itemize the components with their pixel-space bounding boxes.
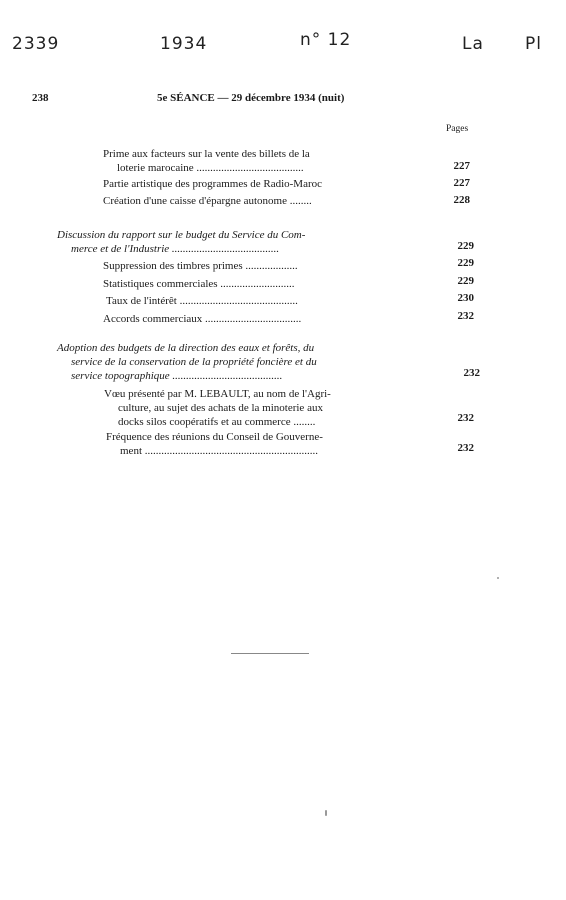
toc-entry-statistiques: Statistiques commerciales ........................... (103, 278, 295, 290)
handwritten-ref: 2339 (12, 34, 60, 54)
entry-line: service topographique ........................................ (71, 370, 283, 382)
page-ref: 232 (457, 412, 474, 424)
section-end-rule (231, 653, 309, 654)
scan-speck (497, 577, 499, 579)
page-ref: 229 (457, 275, 474, 287)
entry-line: docks silos coopératifs et au commerce ........ (118, 416, 316, 428)
page-ref: 229 (457, 240, 474, 252)
handwritten-year: 1934 (160, 34, 208, 54)
toc-entry-taux-interet: Taux de l'intérêt ........................................... (106, 295, 298, 307)
page-ref: 228 (453, 194, 470, 206)
page-ref: 232 (463, 367, 480, 379)
handwritten-number: n° 12 (300, 30, 352, 50)
page-ref: 232 (457, 442, 474, 454)
toc-entry-voeu-lebault (104, 387, 331, 429)
handwritten-la: La (462, 34, 484, 54)
entry-line: service de la conservation de la propriété foncière et du (71, 356, 317, 368)
entry-line: culture, au sujet des achats de la minoterie aux (118, 402, 323, 414)
toc-section-eaux-forets (57, 341, 317, 383)
page-ref: 232 (457, 310, 474, 322)
page-ref: 227 (453, 177, 470, 189)
page-ref: 227 (453, 160, 470, 172)
toc-entry-prime-facteurs (103, 147, 310, 175)
scan-speck (325, 810, 327, 816)
handwritten-pl: Pl (525, 34, 542, 54)
page-ref: 229 (457, 257, 474, 269)
pages-column-label: Pages (446, 124, 469, 134)
page-number: 238 (32, 92, 49, 104)
entry-line: Discussion du rapport sur le budget du Service du Com- (57, 229, 306, 241)
page-ref: 230 (457, 292, 474, 304)
entry-line: Fréquence des réunions du Conseil de Gouverne- (106, 431, 323, 443)
entry-line: Prime aux facteurs sur la vente des billets de la (103, 148, 310, 160)
toc-entry-caisse-epargne: Création d'une caisse d'épargne autonome ........ (103, 195, 312, 207)
entry-line: ment ............................................................... (120, 445, 318, 457)
entry-line: merce et de l'Industrie ....................................... (71, 243, 280, 255)
entry-line: loterie marocaine ....................................... (117, 162, 304, 174)
entry-line: Adoption des budgets de la direction des eaux et forêts, du (57, 342, 315, 354)
running-header: 5e SÉANCE — 29 décembre 1934 (nuit) (157, 92, 345, 104)
entry-line: Vœu présenté par M. LEBAULT, au nom de l'Agri- (104, 388, 331, 400)
toc-entry-reunions-conseil (106, 430, 323, 458)
toc-entry-accords: Accords commerciaux ................................... (103, 313, 302, 325)
toc-section-commerce (57, 228, 305, 256)
toc-entry-timbres-primes: Suppression des timbres primes ................... (103, 260, 298, 272)
toc-entry-radio-maroc: Partie artistique des programmes de Radio-Maroc (103, 178, 323, 190)
